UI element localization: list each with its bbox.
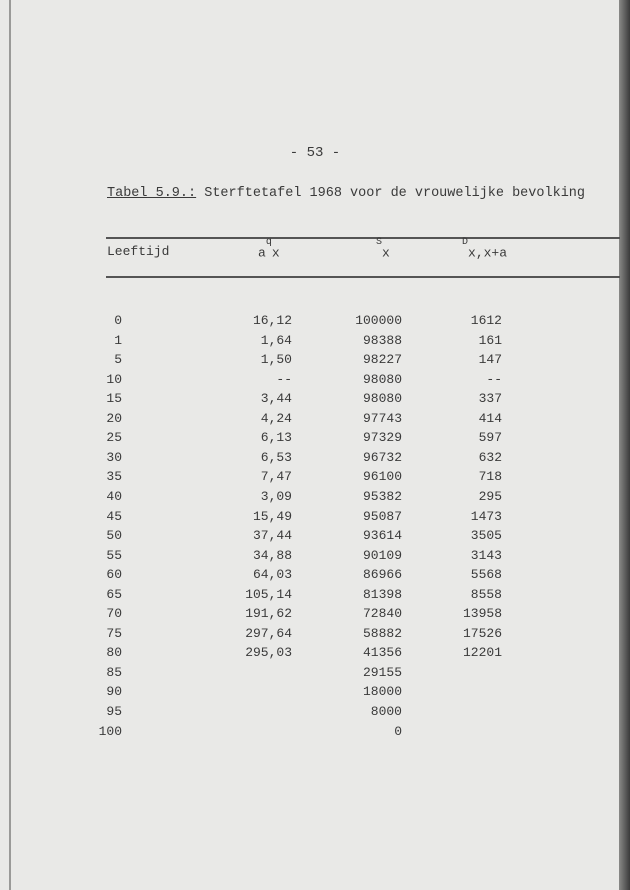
page-number: - 53 - bbox=[289, 145, 341, 161]
cell-dx: 3143 bbox=[470, 547, 502, 563]
table-row bbox=[0, 372, 630, 392]
cell-dx: 295 bbox=[478, 488, 502, 504]
cell-sx: 95382 bbox=[362, 488, 402, 504]
cell-dx: 414 bbox=[478, 410, 502, 426]
cell-aqx: 6,53 bbox=[260, 449, 292, 465]
cell-dx: 597 bbox=[478, 430, 502, 446]
header-dx-main: x,x+a bbox=[468, 245, 508, 261]
cell-sx: 98080 bbox=[362, 371, 402, 387]
cell-aqx: 297,64 bbox=[245, 625, 292, 641]
table-row bbox=[0, 352, 630, 372]
cell-aqx: 1,50 bbox=[260, 352, 292, 368]
header-dx bbox=[462, 237, 508, 261]
table-row bbox=[0, 626, 630, 646]
cell-sx: 95087 bbox=[362, 508, 402, 524]
cell-dx: 17526 bbox=[462, 625, 502, 641]
cell-sx: 81398 bbox=[362, 586, 402, 602]
cell-age: 55 bbox=[106, 547, 122, 563]
table-row bbox=[0, 411, 630, 431]
cell-aqx: 1,64 bbox=[260, 332, 292, 348]
cell-age: 0 bbox=[114, 313, 122, 328]
table-label: Tabel 5.9.: bbox=[107, 186, 197, 201]
header-sx-main: x bbox=[382, 245, 390, 261]
cell-aqx: 295,03 bbox=[245, 645, 292, 661]
cell-age: 85 bbox=[106, 664, 122, 680]
cell-age: 30 bbox=[106, 449, 122, 465]
table-row bbox=[0, 548, 630, 568]
cell-age: 90 bbox=[106, 684, 122, 700]
cell-sx: 100000 bbox=[355, 313, 402, 328]
table-row bbox=[0, 645, 630, 665]
cell-sx: 41356 bbox=[362, 645, 402, 661]
cell-aqx: 6,13 bbox=[260, 430, 292, 446]
table-row bbox=[0, 684, 630, 704]
cell-sx: 8000 bbox=[370, 704, 402, 719]
table-row bbox=[0, 567, 630, 587]
table-row bbox=[0, 450, 630, 470]
cell-age: 5 bbox=[114, 352, 122, 368]
cell-sx: 18000 bbox=[362, 684, 402, 700]
cell-age: 20 bbox=[106, 410, 122, 426]
cell-age: 50 bbox=[106, 528, 122, 544]
table-row bbox=[0, 333, 630, 353]
cell-sx: 58882 bbox=[362, 625, 402, 641]
cell-dx: 5568 bbox=[470, 567, 502, 583]
cell-age: 10 bbox=[106, 371, 122, 387]
cell-aqx: 64,03 bbox=[252, 567, 292, 583]
cell-dx: 8558 bbox=[470, 586, 502, 602]
cell-aqx: 4,24 bbox=[260, 410, 292, 426]
table-row bbox=[0, 430, 630, 450]
cell-dx: 1473 bbox=[470, 508, 502, 524]
cell-sx: 98080 bbox=[362, 391, 402, 407]
cell-dx: 13958 bbox=[462, 606, 502, 622]
table-row bbox=[0, 704, 630, 724]
cell-aqx: 15,49 bbox=[252, 508, 292, 524]
cell-age: 1 bbox=[114, 332, 122, 348]
cell-aqx: 34,88 bbox=[252, 547, 292, 563]
cell-sx: 96732 bbox=[362, 449, 402, 465]
cell-sx: 90109 bbox=[362, 547, 402, 563]
cell-sx: 93614 bbox=[362, 528, 402, 544]
table-row bbox=[0, 489, 630, 509]
cell-aqx: 105,14 bbox=[245, 586, 292, 602]
cell-sx: 86966 bbox=[362, 567, 402, 583]
cell-sx: 98388 bbox=[362, 332, 402, 348]
header-sx bbox=[376, 237, 390, 261]
table-title bbox=[107, 186, 585, 201]
cell-sx: 96100 bbox=[362, 469, 402, 485]
cell-dx: -- bbox=[486, 371, 502, 387]
cell-age: 95 bbox=[106, 704, 122, 719]
cell-sx: 98227 bbox=[362, 352, 402, 368]
cell-aqx: -- bbox=[276, 371, 292, 387]
cell-aqx: 7,47 bbox=[260, 469, 292, 485]
cell-dx: 147 bbox=[478, 352, 502, 368]
cell-age: 25 bbox=[106, 430, 122, 446]
cell-age: 45 bbox=[106, 508, 122, 524]
cell-age: 75 bbox=[106, 625, 122, 641]
cell-sx: 0 bbox=[394, 723, 402, 739]
cell-dx: 12201 bbox=[462, 645, 502, 661]
cell-aqx: 3,44 bbox=[260, 391, 292, 407]
table-row bbox=[0, 313, 630, 333]
cell-age: 40 bbox=[106, 488, 122, 504]
cell-age: 60 bbox=[106, 567, 122, 583]
header-bottom-rule bbox=[106, 276, 620, 278]
cell-sx: 29155 bbox=[362, 664, 402, 680]
cell-sx: 97329 bbox=[362, 430, 402, 446]
cell-dx: 1612 bbox=[470, 313, 502, 328]
cell-sx: 72840 bbox=[362, 606, 402, 622]
header-aqx bbox=[258, 237, 280, 261]
cell-age: 70 bbox=[106, 606, 122, 622]
top-rule bbox=[106, 237, 620, 239]
header-aqx-sup: q bbox=[265, 237, 272, 248]
cell-age: 100 bbox=[98, 723, 122, 739]
cell-age: 35 bbox=[106, 469, 122, 485]
cell-sx: 97743 bbox=[362, 410, 402, 426]
cell-age: 65 bbox=[106, 586, 122, 602]
header-aqx-pre: a bbox=[258, 245, 266, 261]
header-aqx-main: x bbox=[271, 245, 280, 261]
cell-age: 80 bbox=[106, 645, 122, 661]
table-row bbox=[0, 665, 630, 685]
header-sx-sup: S bbox=[376, 237, 383, 248]
header-dx-sup: D bbox=[462, 237, 469, 248]
cell-dx: 161 bbox=[478, 332, 502, 348]
cell-aqx: 37,44 bbox=[252, 528, 292, 544]
cell-age: 15 bbox=[106, 391, 122, 407]
cell-dx: 3505 bbox=[470, 528, 502, 544]
cell-aqx: 191,62 bbox=[245, 606, 292, 622]
table-row bbox=[0, 587, 630, 607]
cell-dx: 337 bbox=[478, 391, 502, 407]
header-age: Leeftijd bbox=[107, 244, 170, 259]
cell-dx: 718 bbox=[478, 469, 502, 485]
table-row bbox=[0, 724, 630, 744]
table-row bbox=[0, 606, 630, 626]
table-row bbox=[0, 528, 630, 548]
table-row bbox=[0, 391, 630, 411]
cell-aqx: 16,12 bbox=[252, 313, 292, 328]
cell-dx: 632 bbox=[478, 449, 502, 465]
table-row bbox=[0, 469, 630, 489]
cell-aqx: 3,09 bbox=[260, 488, 292, 504]
table-row bbox=[0, 509, 630, 529]
table-caption: Sterftetafel 1968 voor de vrouwelijke bevolking bbox=[204, 186, 585, 201]
